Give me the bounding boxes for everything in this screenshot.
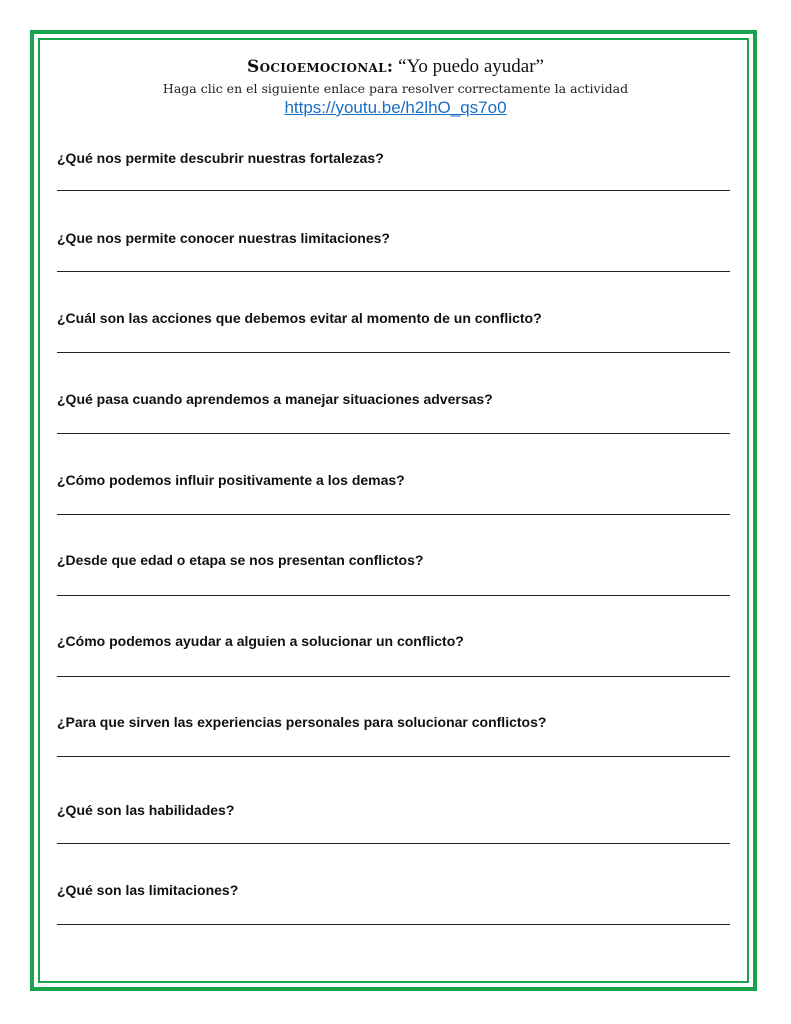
question-1: ¿Qué nos permite descubrir nuestras fortalezas?: [57, 150, 384, 166]
answer-line-7[interactable]: [57, 676, 730, 677]
answer-line-6[interactable]: [57, 595, 730, 596]
question-8: ¿Para que sirven las experiencias personales para solucionar conflictos?: [57, 714, 547, 730]
instructions-text: Haga clic en el siguiente enlace para resolver correctamente la actividad: [162, 81, 629, 96]
answer-line-8[interactable]: [57, 756, 730, 757]
answer-line-1[interactable]: [57, 190, 730, 191]
worksheet-header: [40, 56, 751, 118]
question-10: ¿Qué son las limitaciones?: [57, 882, 239, 898]
question-9: ¿Qué son las habilidades?: [57, 802, 235, 818]
title-subject: Socioemocional:: [247, 57, 394, 77]
question-7: ¿Cómo podemos ayudar a alguien a solucionar un conflicto?: [57, 633, 464, 649]
answer-line-5[interactable]: [57, 514, 730, 515]
title-topic: “Yo puedo ayudar”: [393, 56, 544, 77]
question-6: ¿Desde que edad o etapa se nos presentan conflictos?: [57, 552, 424, 568]
answer-line-10[interactable]: [57, 924, 730, 925]
question-4: ¿Qué pasa cuando aprendemos a manejar situaciones adversas?: [57, 391, 493, 407]
question-5: ¿Cómo podemos influir positivamente a los demas?: [57, 472, 405, 488]
answer-line-2[interactable]: [57, 271, 730, 272]
answer-line-4[interactable]: [57, 433, 730, 434]
question-3: ¿Cuál son las acciones que debemos evitar al momento de un conflicto?: [57, 310, 542, 326]
question-2: ¿Que nos permite conocer nuestras limitaciones?: [57, 230, 390, 246]
video-link[interactable]: https://youtu.be/h2lhO_qs7o0: [284, 98, 507, 117]
worksheet-title: [40, 56, 751, 78]
page-border-inner: [38, 38, 749, 983]
answer-line-3[interactable]: [57, 352, 730, 353]
answer-line-9[interactable]: [57, 843, 730, 844]
